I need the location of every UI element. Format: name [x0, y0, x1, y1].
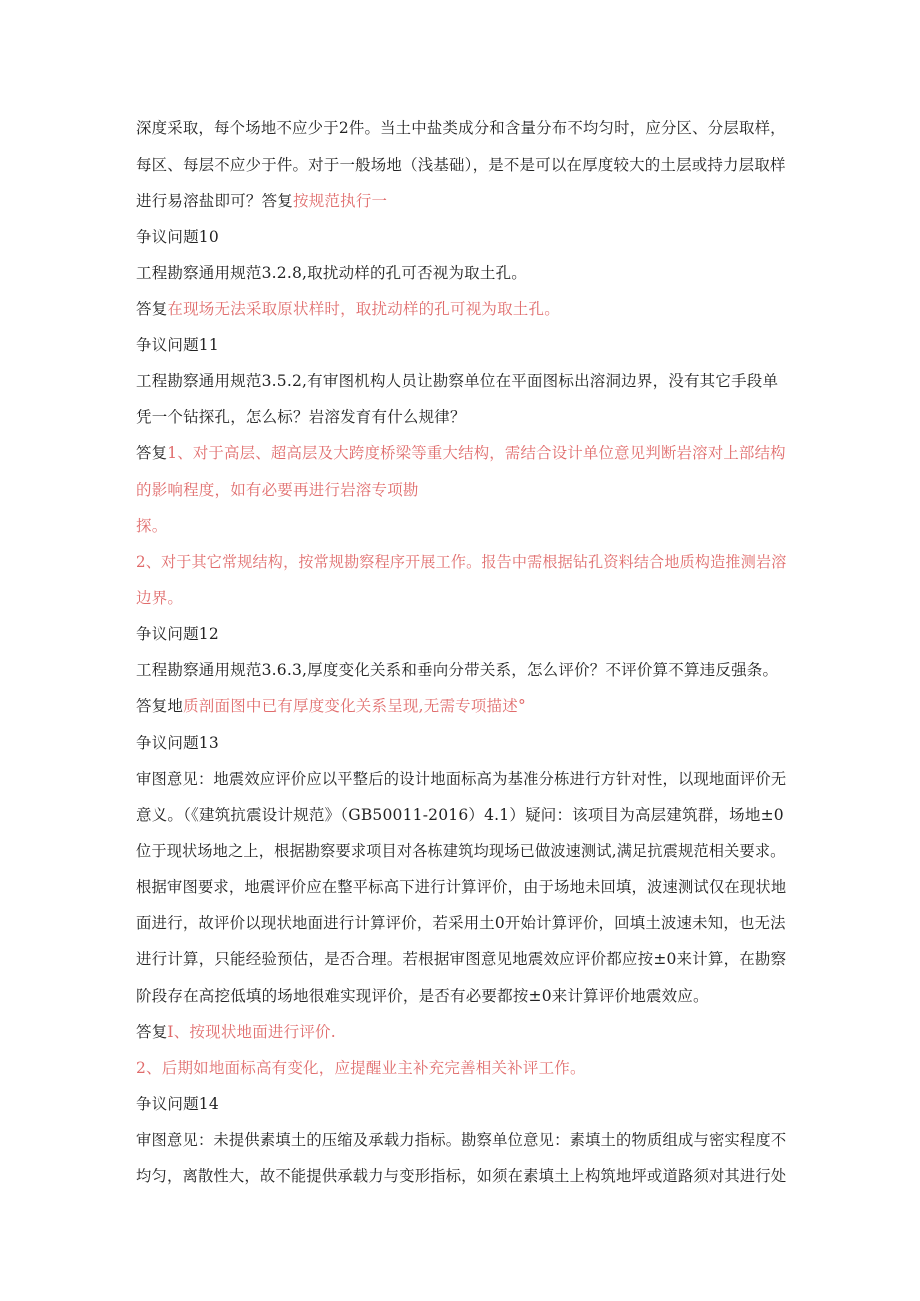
answer-text: 质剖面图中已有厚度变化关系呈现,无需专项描述° [183, 697, 526, 715]
question-title: 争议问题13 [136, 734, 219, 752]
question-text: 进行易溶盐即可？答复 [136, 192, 294, 210]
question-title: 争议问题14 [136, 1095, 219, 1113]
question-text: 工程勘察通用规范3.5.2,有审图机构人员让勘察单位在平面图标出溶洞边界，没有其它手段单 [136, 372, 779, 390]
answer-label: 答复 [136, 300, 168, 318]
question-text: 阶段存在高挖低填的场地很难实现评价，是否有必要都按±0来计算评价地震效应。 [136, 987, 709, 1005]
text-line: 深度采取，每个场地不应少于2件。当土中盐类成分和含量分布不均匀时，应分区、分层取样， [136, 119, 786, 137]
answer-line [136, 299, 560, 319]
question-text: 工程勘察通用规范3.2.8,取扰动样的孔可否视为取土孔。 [136, 264, 527, 282]
question-text: 进行计算，只能经验预估，是否合理。若根据审图意见地震效应评价都应按±0来计算，在勘察 [136, 950, 787, 968]
question-text: 审图意见：未提供素填土的压缩及承载力指标。勘察单位意见：素填土的物质组成与密实程度不 [136, 1131, 787, 1149]
question-text: 面进行，故评价以现状地面进行计算评价，若采用土0开始计算评价，回填土波速未知，也无法 [136, 914, 786, 932]
question-text: 位于现状场地之上，根据勘察要求项目对各栋建筑均现场已做波速测试,满足抗震规范相关要求。 [136, 842, 786, 860]
answer-line [136, 1022, 336, 1042]
answer-text: 边界。 [136, 589, 184, 607]
answer-text: 1、对于高层、超高层及大跨度桥梁等重大结构，需结合设计单位意见判断岩溶对上部结构 [167, 444, 786, 462]
answer-text: 2、后期如地面标高有变化，应提醒业主补充完善相关补评工作。 [136, 1059, 586, 1077]
question-text: 意义。（《建筑抗震设计规范》（GB50011-2016）4.1）疑问：该项目为高层建筑群，场地±0 [136, 806, 784, 824]
answer-text: 的影响程度，如有必要再进行岩溶专项勘 [136, 481, 419, 499]
question-title: 争议问题12 [136, 625, 219, 643]
question-text: 根据审图要求，地震评价应在整平标高下进行计算评价，由于场地未回填，波速测试仅在现状地 [136, 878, 787, 896]
answer-label: 答复 [136, 1023, 168, 1041]
answer-text: 按规范执行一 [293, 192, 388, 210]
answer-text: 探。 [136, 517, 168, 535]
answer-line [136, 696, 526, 716]
question-title: 争议问题11 [136, 336, 219, 354]
answer-label: 答复 [136, 444, 168, 462]
question-text: 均匀，离散性大，故不能提供承载力与变形指标，如须在素填土上构筑地坪或道路须对其进行处 [136, 1167, 787, 1185]
answer-label: 答复地 [136, 697, 184, 715]
answer-text: 2、对于其它常规结构，按常规勘察程序开展工作。报告中需根据钻孔资料结合地质构造推测岩溶 [136, 553, 787, 571]
question-text: 审图意见：地震效应评价应以平整后的设计地面标高为基准分栋进行方针对性，以现地面评价无 [136, 770, 787, 788]
answer-text: 在现场无法采取原状样时，取扰动样的孔可视为取土孔。 [167, 300, 560, 318]
text-line: 每区、每层不应少于件。对于一般场地（浅基础），是不是可以在厚度较大的土层或持力层取样 [136, 156, 786, 174]
text-line [136, 191, 387, 211]
answer-text: I、按现状地面进行评价. [167, 1023, 336, 1041]
question-title: 争议问题10 [136, 228, 219, 246]
question-text: 工程勘察通用规范3.6.3,厚度变化关系和垂向分带关系，怎么评价？不评价算不算违反强条。 [136, 661, 779, 679]
answer-line [136, 443, 786, 463]
question-text: 凭一个钻探孔，怎么标？岩溶发育有什么规律？ [136, 408, 466, 426]
